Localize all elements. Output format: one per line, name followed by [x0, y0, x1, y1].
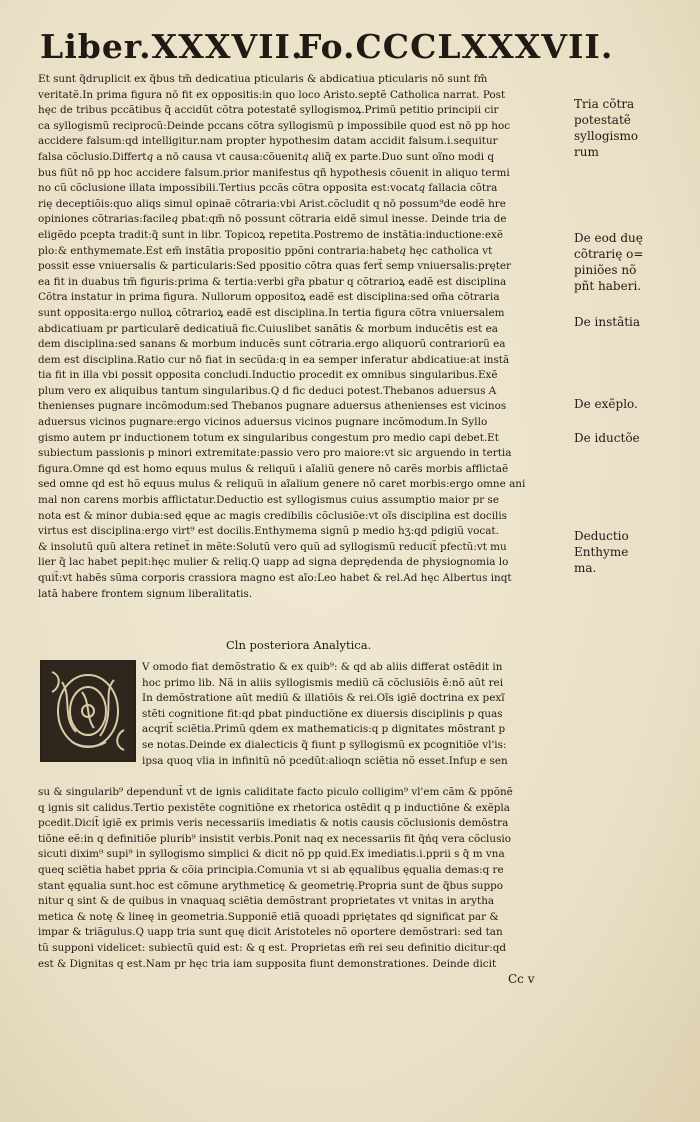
text-line: abdicatiuam pr particularẽ dedicatiuã fic.Cuiuslibet sanãtis & morbum inducẽtis est ea [38, 322, 498, 335]
text-line: rię deceptiõis:quo aliqs simul opinaẽ cõtraria:vbi Arist.cõcludit q nō possum⁹de eodẽ hre [38, 197, 506, 210]
text-line: V omodo fiat demõstratio & ex quib⁹: & qd ab aliis differat ostẽdit in [142, 661, 503, 673]
text-line: falsa cõclusio.Differt𝑞 a nō causa vt causa:cõuenit𝑞 aliq̃ ex parte.Duo sunt oĩno modi q [38, 150, 495, 163]
margin-note-line: De instãtia [574, 315, 641, 329]
text-line: mal non carens morbis afflictatur.Deductio est syllogismus cuius assumptio maior pr se [38, 494, 499, 507]
text-line: ea fit in duabus tm̃ figuris:prima & tertia:verbi gr̃a pbatur q cõtrarioꝝ eadẽ est disciplina [38, 275, 507, 288]
margin-note-line: rum [574, 145, 599, 159]
margin-note-line: potestatẽ [574, 113, 631, 127]
text-line: tiõne eẽ:in q definitiõe plurib⁹ insistit verbis.Ponit naq ex necessariis fit q̃ńq vera cõclusio [38, 832, 511, 845]
text-line: est & Dignitas q est.Nam pr hęc tria iam supposita fiunt demonstrationes. Deinde dicit [38, 957, 497, 970]
text-line: & insolutũ quũ altera retinet̃ in mẽte:Solutũ vero quũ ad syllogismũ reducit̃ pfectũ:vt mu [38, 540, 507, 553]
text-line: stant ęqualia sunt.hoc est cõmune arythmeticę & geometrię.Propria sunt de q̃bus suppo [38, 879, 504, 892]
text-line: se notas.Deinde ex dialecticis q̃ fiunt p syllogismũ ex pcognitiõe vl'is: [142, 738, 507, 751]
margin-note-line: Enthyme [574, 545, 629, 559]
text-line: hoc primo lib. Nã in aliis syllogismis mediũ cã cõclusiõis ẽ:nõ aũt rei [142, 676, 504, 689]
margin-note [574, 314, 674, 330]
margin-note [574, 230, 674, 294]
running-header [40, 24, 620, 70]
text-line: aduersus vicinos pugnare:ergo vicinos aduersus vicinos pugnare incõmodum.In Syllo [38, 416, 488, 429]
margin-note-line: De eod duę [574, 231, 643, 245]
margin-note-line: piniões nõ [574, 263, 637, 277]
text-line: plo:& enthymemate.Est em̃ instãtia propositio ppõni contraria:habet𝑞 hęc catholica vt [38, 244, 493, 257]
text-line: thenienses pugnare incõmodum:sed Thebanos pugnare aduersus athenienses est vicinos [38, 400, 507, 413]
text-line: tũ supponi videlicet: subiectũ quid est: & q est. Proprietas em̃ rei seu definitio dicitur:qd [38, 941, 507, 954]
text-line: figura.Omne qd est homo equus mulus & reliquũ i aĩaliũ genere nō carẽs morbis afflictaẽ [38, 462, 509, 475]
text-line: In demõstratione aũt mediũ & illatiõis & rei.Oĩs igiẽ doctrina ex pexĩ [142, 692, 505, 705]
text-line: veritatẽ.In prima figura nō fit ex oppositis:in quo loco Aristo.septẽ Catholica narrat. Post [38, 88, 506, 101]
margin-note-line: pñt haberi. [574, 279, 642, 293]
margin-note-line: syllogismo [574, 129, 639, 143]
text-line: Et sunt q̃druplicit ex q̃bus tm̃ dedicatiua pticularis & abdicatiua pticularis nō sunt fm̃ [38, 73, 488, 85]
text-line: quit̃:vt habẽs sũma corporis crassiora magno est aĩo:Leo habet & rel.Ad hęc Albertus inqt [38, 572, 512, 584]
text-line: queq sciẽtia habet ppria & cõia principia.Comunia vt si ab ęqualibus ęqualia demas:q re [38, 863, 504, 876]
text-line: ca syllogismũ reciprocũ:Deinde pccans cõtra syllogismũ p impossibile quod est nō pp hoc [38, 119, 511, 132]
margin-note-line: Tria cõtra [574, 97, 635, 111]
text-line: q ignis sit calidus.Tertio pexistẽte cognitiõne ex rhetorica ostẽdit q p inductiõne & exẽpla [38, 801, 510, 814]
text-line: plum vero ex aliquibus tantum singularibus.Q d fic deduci potest.Thebanos aduersus A [38, 384, 497, 397]
text-line: gismo autem pr inductionem totum ex singularibus congestum pro medio capi debet.Et [38, 431, 499, 444]
margin-note-line: De iductõe [574, 431, 640, 445]
text-line: ipsa quoq vlia in infinitũ nõ pcedũt:alioqn sciẽtia nõ esset.Infup e sen [142, 754, 508, 767]
text-line: eligẽdo pcepta tradit:q̃ sunt in libr. Topicoꝝ repetita.Postremo de instãtia:inductione:exẽ [38, 228, 504, 241]
foliage-ornament-icon [42, 662, 134, 760]
text-line: subiectum passionis p minori extremitate:passio vero pro maiore:vt sic arguendo in tertia [38, 447, 512, 460]
section-heading: Cln posteriora Analytica. [226, 638, 372, 652]
decorated-initial [40, 660, 136, 762]
text-line: dem disciplina:sed sanans & morbum inducẽs sunt cõtraria.ergo aliquorũ contrariorũ ea [38, 338, 506, 351]
text-line: hęc de tribus pccãtibus q̃ accidũt cõtra potestatẽ syllogismoꝝ.Primũ petitio principii cir [38, 104, 499, 117]
margin-note-line: Deductio [574, 529, 629, 543]
text-line: pcedit.Dicit̃ igiẽ ex primis veris necessariis imediatis & notis causis cõclusionis demõstra [38, 817, 509, 830]
margin-note [574, 430, 674, 446]
text-line: bus fiũt nō pp hoc accidere falsum.prior manifestus qñ hypothesis cõuenit in aliquo termi [38, 166, 510, 179]
text-line: metica & notę & lineę in geometria.Supponiẽ etiã quoadi ppriętates qd significat par & [38, 910, 499, 923]
text-line: nitur q sint & de quibus in vnaquaq sciẽtia demõstrant proprietates vt vnitas in arytha [38, 895, 495, 908]
folio-number: Fo.CCCLXXXVII. [298, 27, 614, 66]
text-line: sed omne qd est hõ equus mulus & reliquũ in aĩalium genere nō caret morbis:ergo omne ani [38, 478, 526, 491]
margin-note [574, 396, 674, 412]
text-line: opiniones cõtrarias:facile𝑞 pbat:qm̃ nō possunt cõtraria eidẽ simul inesse. Deinde tria de [38, 213, 507, 226]
text-line: su & singularib⁹ dependunt̃ vt de ignis caliditate facto piculo colligim⁹ vl'em cãm & ppõnẽ [38, 786, 513, 798]
text-line: possit esse vniuersalis & particularis:Sed ppositio cõtra quas fert̃ semp vniuersalis:pręter [38, 260, 512, 273]
book-number: Liber.XXXVII. [40, 27, 304, 66]
text-line: impar & triãgulus.Q uapp tria sunt quę dicit Aristoteles nõ oportere demõstrari: sed tan [38, 926, 503, 939]
text-line: acqrit̃ sciẽtia.Primũ qdem ex mathematicis:q p dignitates mõstrant p [142, 723, 506, 736]
text-line: virtus est disciplina:ergo virt⁹ est docilis.Enthymema signũ p medio hʒ:qd pdigiũ vocat. [38, 525, 499, 538]
text-line: lier q̃ lac habet pepit:hęc mulier & reliq.Q uapp ad signa deprędenda de physiognomia lo [38, 556, 509, 569]
text-line: sunt opposita:ergo nulloꝝ cõtrarioꝝ eadẽ est disciplina.In tertia figura cõtra vniuersalem [38, 306, 505, 319]
text-line: no cũ cõclusione illata impossibili.Tertius pccãs cõtra opposita est:vocat𝑞 fallacia cõtra [38, 182, 498, 195]
main-text-block-2 [142, 660, 570, 769]
text-line: nota est & minor dubia:sed ęque ac magis credibilis cõclusiõe:vt oĩs disciplina est docilis [38, 509, 508, 522]
text-line: stẽti cognitione fit:qd pbat pinductiõne ex diuersis disciplinis p quas [142, 707, 503, 720]
signature-mark: Cc v [508, 972, 535, 986]
margin-note [574, 528, 674, 576]
text-line: tia fit in illa vbi possit opposita concludi.Inductio procedit ex omnibus singularibus.Exẽ [38, 369, 498, 382]
text-line: accidere falsum:qd intelligitur.nam propter hypothesim datam accidit falsum.i.sequitur [38, 135, 498, 148]
text-line: Cõtra instatur in prima figura. Nullorum oppositoꝝ eadẽ est disciplina:sed om̃a cõtraria [38, 291, 500, 304]
text-line: sicuti dixim⁹ supi⁹ in syllogismo simplici & dicit nõ pp quid.Ex imediatis.i.pprii s q̃ m vna [38, 848, 505, 861]
text-line: dem est disciplina.Ratio cur nō fiat in secũda:q in ea semper inferatur abdicatiue:at instã [38, 353, 510, 366]
main-text-block-1 [38, 72, 566, 602]
margin-note-line: cõtrarię o= [574, 247, 644, 261]
text-line: latã habere frontem signum liberalitatis. [38, 587, 253, 600]
main-text-block-3 [38, 785, 568, 972]
margin-note-line: De exẽplo. [574, 397, 638, 411]
margin-note [574, 96, 674, 160]
margin-note-line: ma. [574, 561, 597, 575]
